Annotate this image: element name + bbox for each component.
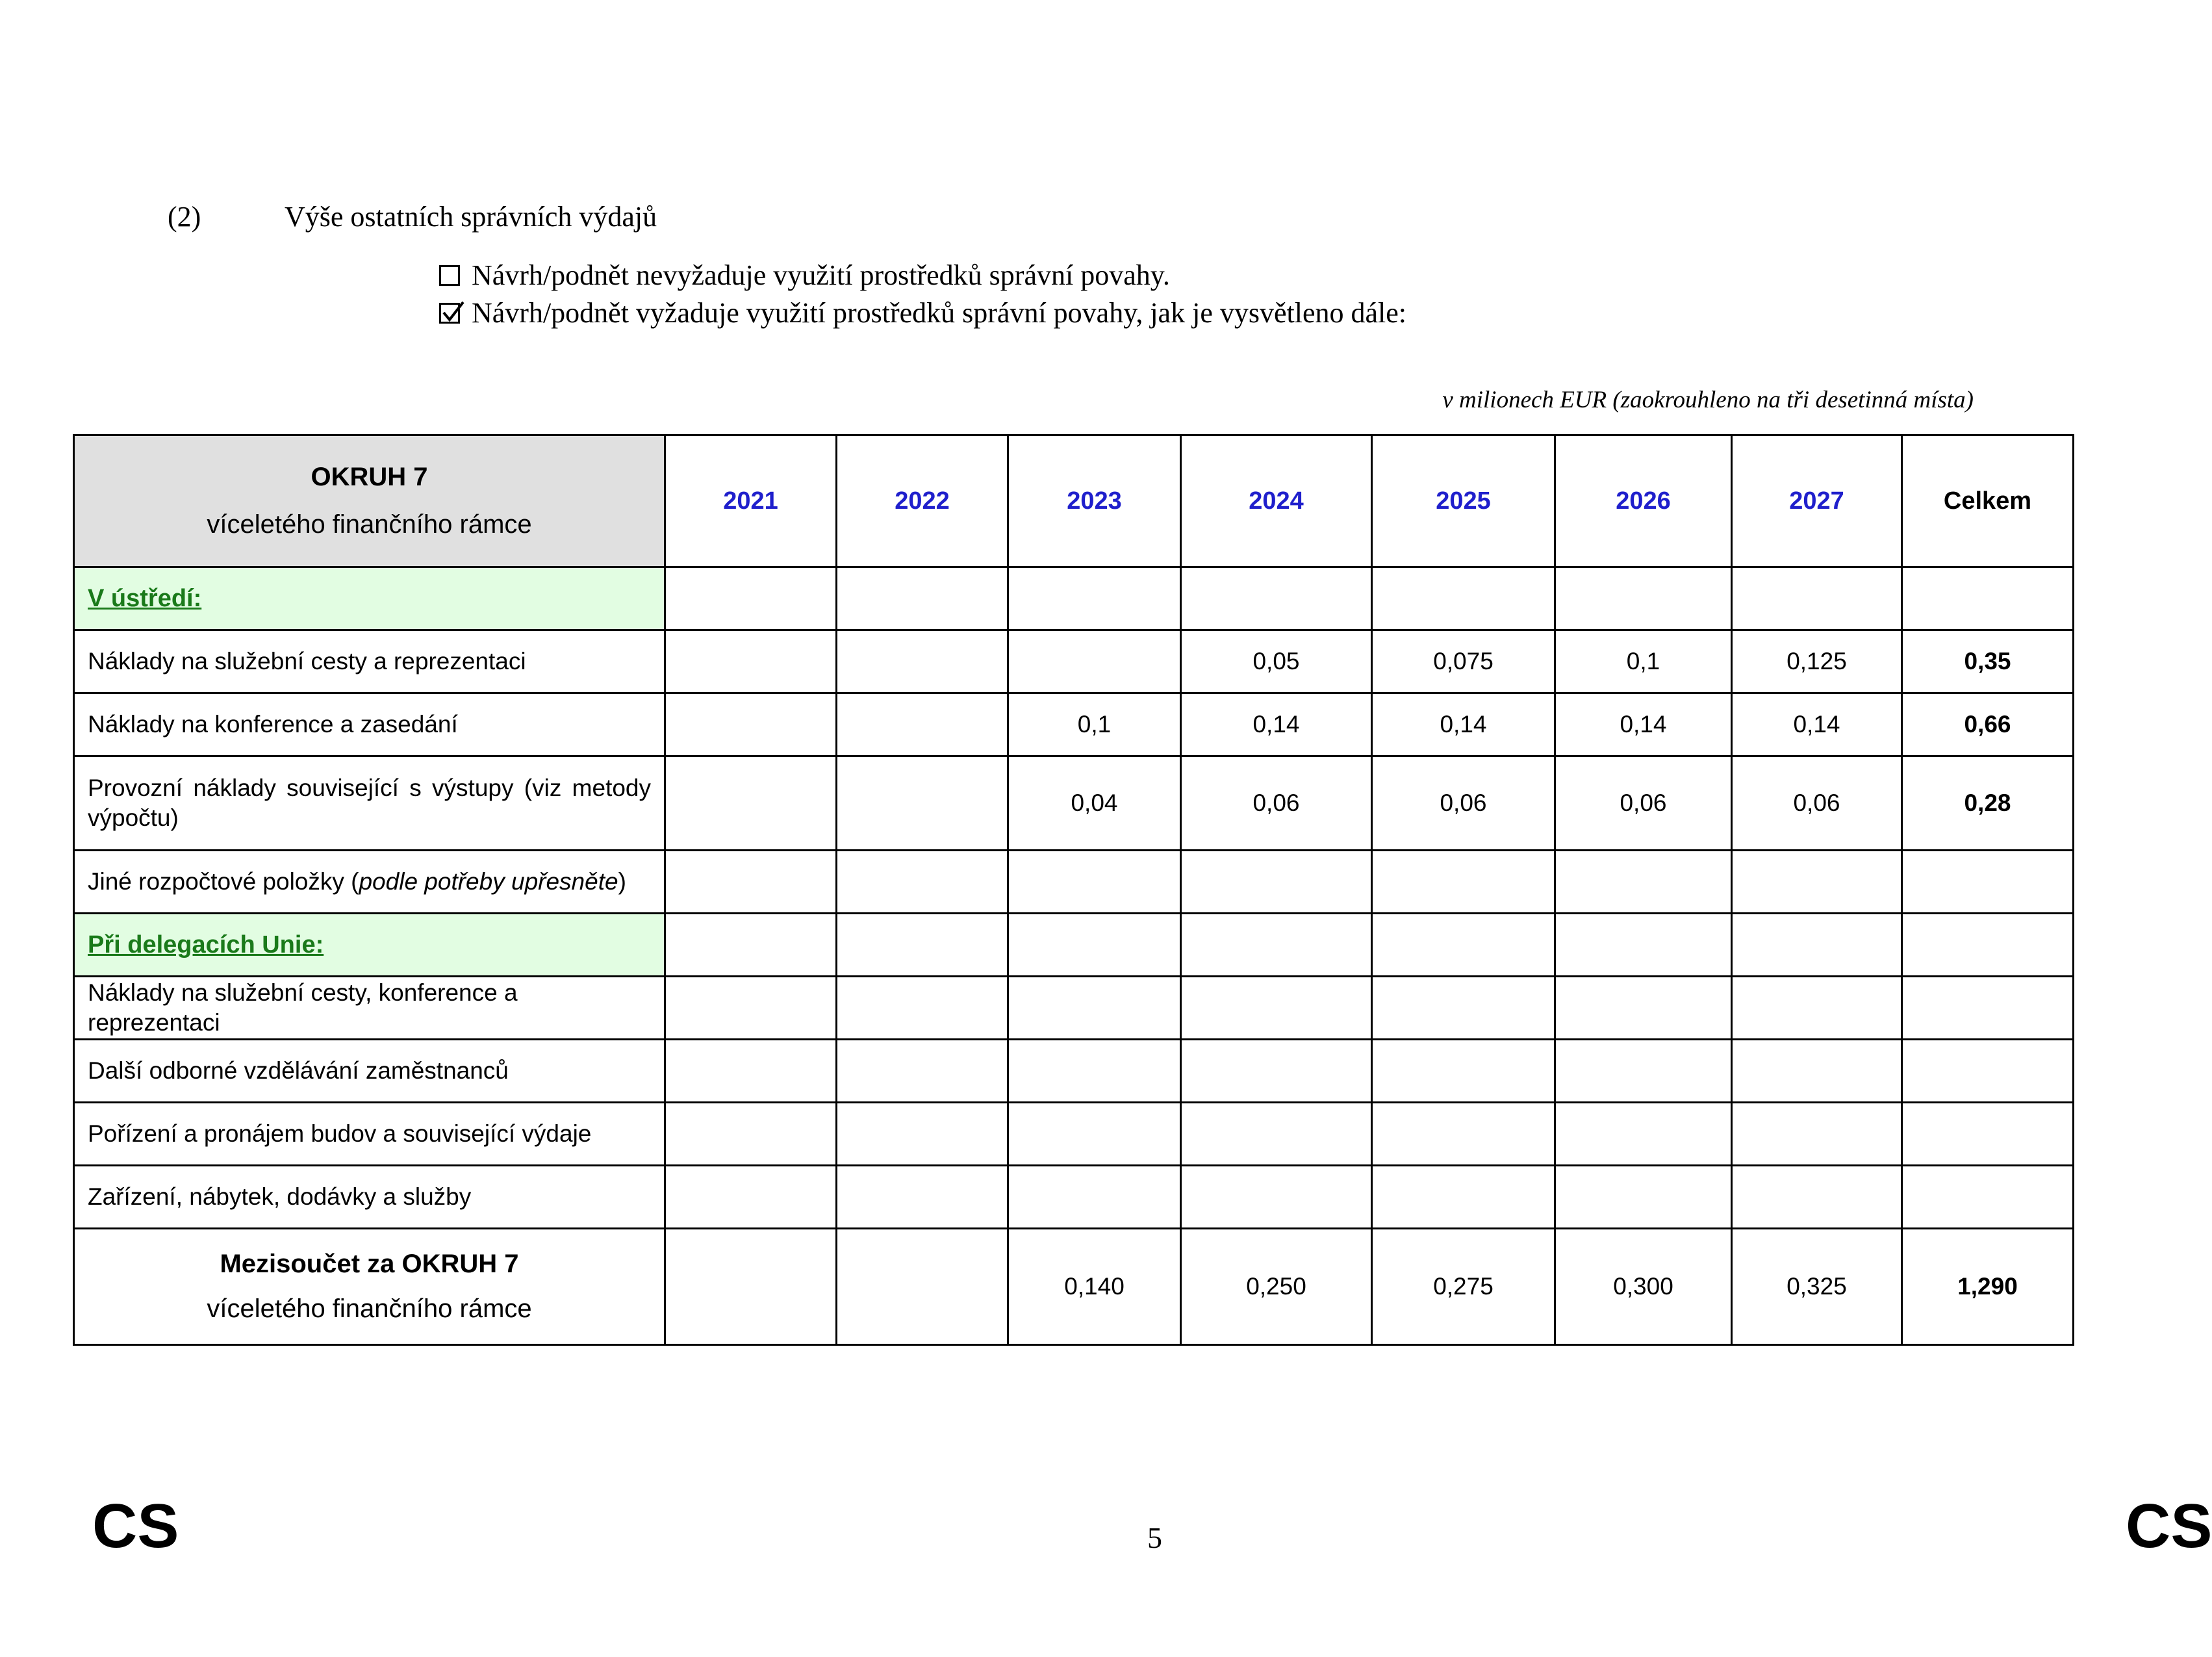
value-cell: 0,140 [1008,1229,1181,1345]
year-2024: 2024 [1181,435,1372,567]
table-row [74,693,2074,756]
language-code-left: CS [92,1491,179,1561]
value-cell: 0,14 [1372,693,1555,756]
page-number: 5 [1147,1521,1162,1554]
row-label: Provozní náklady související s výstupy (viz metody výpočtu) [74,756,665,851]
row-label-part: Jiné rozpočtové položky ( [88,868,359,895]
value-cell: 0,14 [1732,693,1902,756]
row-label-italic: podle potřeby upřesněte [359,868,618,895]
section-row-hq [74,567,2074,630]
value-cell: 0,06 [1732,756,1902,851]
year-2021: 2021 [665,435,837,567]
table-row [74,1166,2074,1229]
value-cell: 0,275 [1372,1229,1555,1345]
value-cell: 0,06 [1372,756,1555,851]
header-row [74,435,2074,567]
total-cell: 1,290 [1902,1229,2074,1345]
total-cell: 0,35 [1902,630,2074,693]
header-heading-line2: víceletého finančního rámce [207,510,532,539]
value-cell [837,693,1008,756]
total-header: Celkem [1902,435,2074,567]
value-cell [665,693,837,756]
table-row [74,756,2074,851]
checked-box-icon [439,303,460,324]
row-label: Další odborné vzdělávání zaměstnanců [74,1040,665,1103]
year-2022: 2022 [837,435,1008,567]
row-label [74,851,665,914]
value-cell [665,1229,837,1345]
total-cell: 0,66 [1902,693,2074,756]
option-no-admin [439,257,1406,294]
value-cell: 0,06 [1181,756,1372,851]
section-number: (2) [168,201,201,233]
header-heading-line1: OKRUH 7 [311,463,428,491]
total-cell: 0,28 [1902,756,2074,851]
year-2026: 2026 [1555,435,1732,567]
section-title: Výše ostatních správních výdajů [285,201,657,233]
table-row [74,977,2074,1040]
value-cell [665,630,837,693]
table-row [74,1103,2074,1166]
subtotal-label-line1: Mezisoučet za OKRUH 7 [220,1250,519,1278]
value-cell: 0,14 [1555,693,1732,756]
unit-note: v milionech EUR (zaokrouhleno na tři desetinná místa) [1442,387,1974,413]
row-label: Náklady na konference a zasedání [74,693,665,756]
unchecked-box-icon [439,265,460,286]
year-2027: 2027 [1732,435,1902,567]
value-cell: 0,300 [1555,1229,1732,1345]
language-code-right: CS [2126,1491,2212,1561]
value-cell [837,630,1008,693]
value-cell [665,756,837,851]
value-cell: 0,1 [1008,693,1181,756]
checkmark-icon [440,300,466,326]
year-2023: 2023 [1008,435,1181,567]
table-row [74,851,2074,914]
table-row [74,630,2074,693]
value-cell: 0,04 [1008,756,1181,851]
value-cell: 0,075 [1372,630,1555,693]
section-label-hq: V ústředí: [74,567,665,630]
value-cell: 0,1 [1555,630,1732,693]
budget-table [73,434,2074,1346]
section-label-delegations: Při delegacích Unie: [74,914,665,977]
value-cell [837,1229,1008,1345]
option-text: Návrh/podnět nevyžaduje využití prostředků správní povahy. [472,259,1170,291]
value-cell [1008,630,1181,693]
value-cell: 0,14 [1181,693,1372,756]
value-cell: 0,325 [1732,1229,1902,1345]
option-text: Návrh/podnět vyžaduje využití prostředků správní povahy, jak je vysvětleno dále: [472,297,1406,329]
option-admin-required [439,294,1406,332]
row-label: Zařízení, nábytek, dodávky a služby [74,1166,665,1229]
section-row-delegations [74,914,2074,977]
subtotal-label [74,1229,665,1345]
value-cell: 0,125 [1732,630,1902,693]
subtotal-label-line2: víceletého finančního rámce [207,1294,532,1323]
table-row [74,1040,2074,1103]
year-2025: 2025 [1372,435,1555,567]
subtotal-row [74,1229,2074,1345]
value-cell: 0,05 [1181,630,1372,693]
value-cell: 0,250 [1181,1229,1372,1345]
row-label: Náklady na služební cesty, konference a reprezentaci [74,977,665,1040]
value-cell [837,756,1008,851]
row-label: Náklady na služební cesty a reprezentaci [74,630,665,693]
row-label-part: ) [618,868,626,895]
options-list [439,257,1406,332]
header-heading-cell [74,435,665,567]
row-label: Pořízení a pronájem budov a související výdaje [74,1103,665,1166]
value-cell: 0,06 [1555,756,1732,851]
